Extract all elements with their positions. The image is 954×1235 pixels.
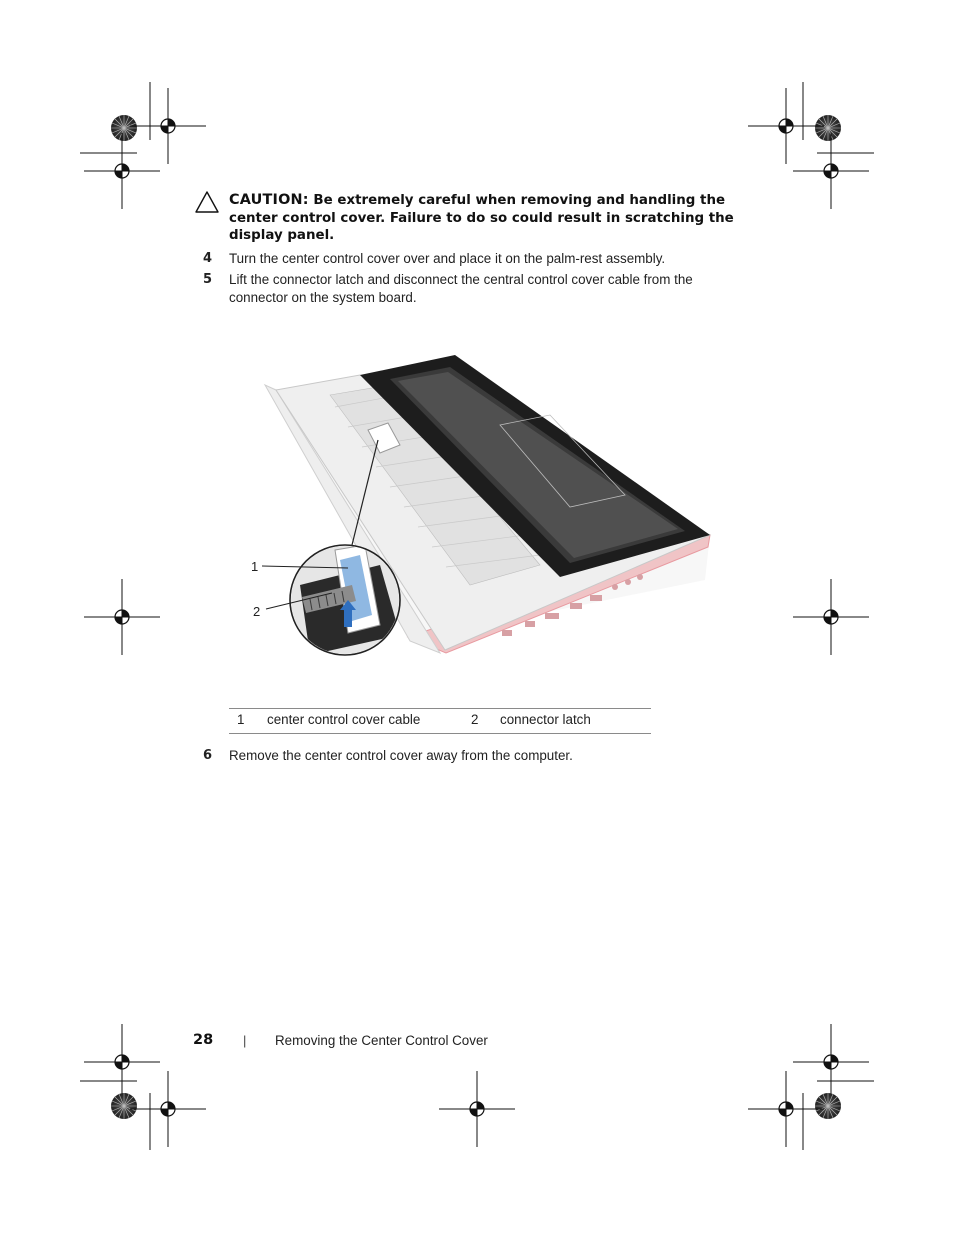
legend-label: center control cover cable xyxy=(267,712,421,727)
step-text: Remove the center control cover away from the computer. xyxy=(229,748,573,763)
step-number: 4 xyxy=(203,251,213,266)
footer-section-title: Removing the Center Control Cover xyxy=(275,1033,488,1048)
step-6 xyxy=(203,747,743,765)
caution-text: Be extremely careful when removing and handling the center control cover. Failure to do so could result in scratching the display panel. xyxy=(229,193,734,243)
laptop-illustration xyxy=(240,335,720,665)
step-number: 6 xyxy=(203,748,213,763)
callout-2: 2 xyxy=(253,604,261,619)
caution-notice xyxy=(229,192,749,245)
legend-number: 2 xyxy=(471,712,479,727)
step-5 xyxy=(203,271,743,307)
caution-label: CAUTION: xyxy=(229,192,309,208)
step-number: 5 xyxy=(203,272,213,287)
callout-1: 1 xyxy=(251,559,259,574)
footer-separator: | xyxy=(243,1033,247,1048)
step-text: Turn the center control cover over and place it on the palm-rest assembly. xyxy=(229,251,666,266)
legend-number: 1 xyxy=(237,712,245,727)
figure-legend-table xyxy=(229,708,651,734)
caution-triangle-icon xyxy=(194,190,220,214)
step-4 xyxy=(203,250,743,268)
legend-label: connector latch xyxy=(500,712,591,727)
page-number: 28 xyxy=(193,1032,214,1048)
step-text: Lift the connector latch and disconnect the central control cover cable from the connector on the system board. xyxy=(229,272,693,305)
